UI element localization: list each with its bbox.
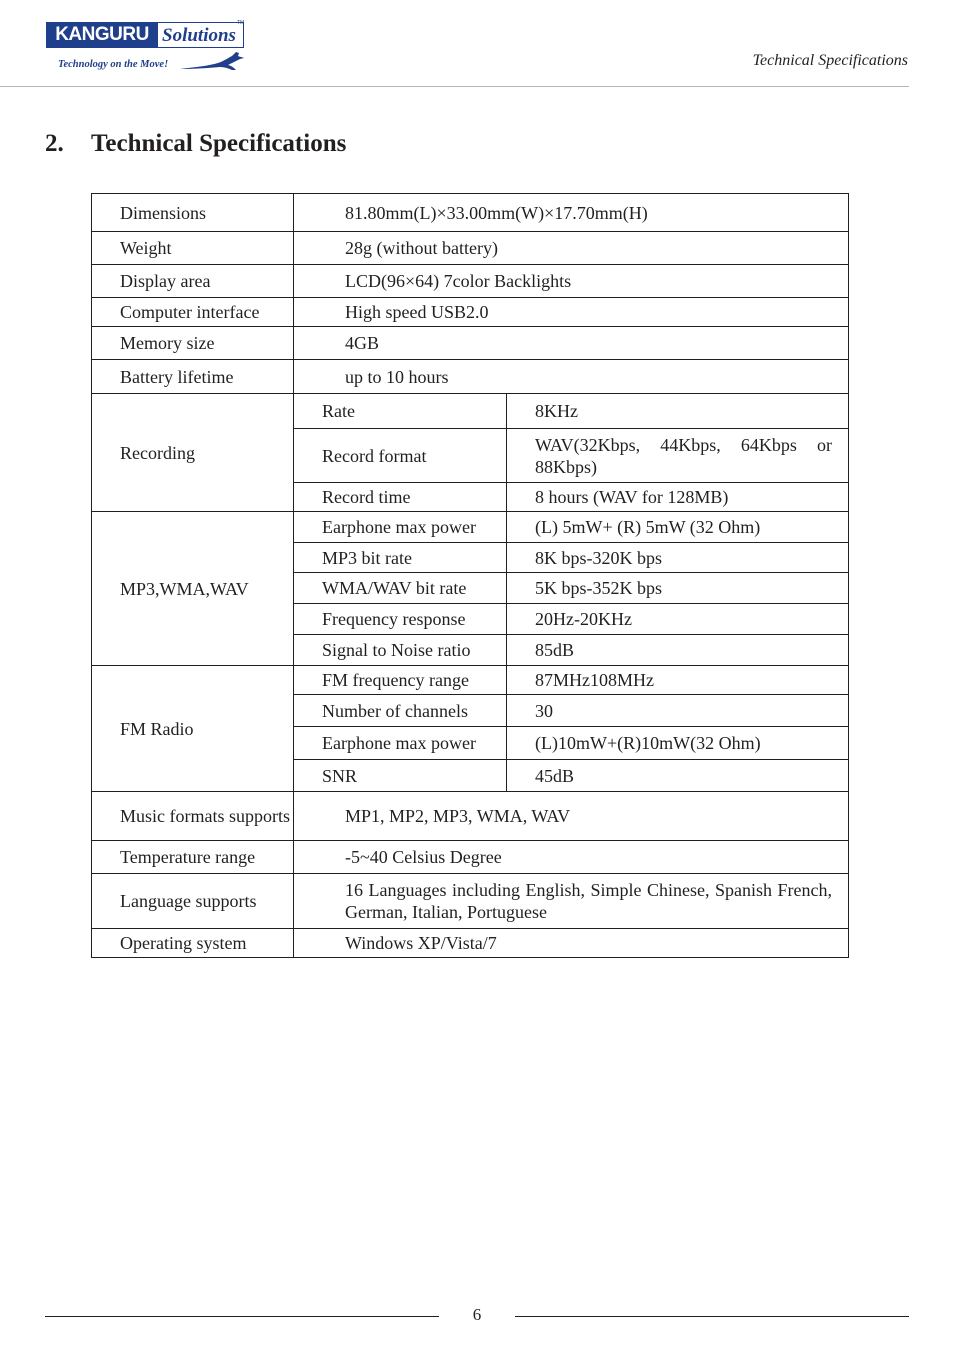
logo-brand: KANGURU <box>46 22 158 48</box>
spec-value: 28g (without battery) <box>294 232 849 265</box>
page-number: 6 <box>472 1305 482 1324</box>
spec-sublabel: Record format <box>294 429 507 483</box>
spec-label: Battery lifetime <box>92 360 294 394</box>
table-row <box>92 512 849 543</box>
spec-label: Dimensions <box>92 194 294 232</box>
spec-label: Music formats supports <box>92 792 294 841</box>
spec-label: Computer interface <box>92 298 294 327</box>
table-row <box>92 194 849 232</box>
logo-trademark: TM <box>237 20 245 26</box>
spec-value: High speed USB2.0 <box>294 298 849 327</box>
kangaroo-icon <box>178 49 248 71</box>
spec-label: Operating system <box>92 929 294 958</box>
spec-value: 81.80mm(L)×33.00mm(W)×17.70mm(H) <box>294 194 849 232</box>
table-row <box>92 841 849 874</box>
spec-value: Windows XP/Vista/7 <box>294 929 849 958</box>
spec-sublabel: Earphone max power <box>294 512 507 543</box>
footer-divider-left <box>45 1316 439 1317</box>
section-title: Technical Specifications <box>91 130 347 157</box>
table-row <box>92 327 849 360</box>
spec-label: Memory size <box>92 327 294 360</box>
kanguru-logo <box>46 22 246 76</box>
spec-label: Display area <box>92 265 294 298</box>
specifications-table <box>91 193 849 958</box>
spec-sublabel: Frequency response <box>294 604 507 635</box>
table-row <box>92 232 849 265</box>
spec-sublabel: Rate <box>294 394 507 429</box>
table-row <box>92 298 849 327</box>
spec-sublabel: FM frequency range <box>294 666 507 695</box>
spec-label: Language supports <box>92 874 294 929</box>
spec-value: (L) 5mW+ (R) 5mW (32 Ohm) <box>507 512 849 543</box>
spec-sublabel: Earphone max power <box>294 727 507 760</box>
spec-label: Temperature range <box>92 841 294 874</box>
footer-divider-right <box>515 1316 909 1317</box>
table-row <box>92 265 849 298</box>
spec-sublabel: Number of channels <box>294 695 507 727</box>
spec-value: WAV(32Kbps, 44Kbps, 64Kbps or 88Kbps) <box>507 429 849 483</box>
spec-value: 8KHz <box>507 394 849 429</box>
running-header-title: Technical Specifications <box>752 52 908 69</box>
spec-value: 45dB <box>507 760 849 792</box>
group-label-fm-radio: FM Radio <box>92 666 294 792</box>
logo-suffix: Solutions <box>162 25 236 46</box>
spec-value: (L)10mW+(R)10mW(32 Ohm) <box>507 727 849 760</box>
spec-value: up to 10 hours <box>294 360 849 394</box>
spec-value: 87MHz108MHz <box>507 666 849 695</box>
spec-sublabel: MP3 bit rate <box>294 543 507 573</box>
table-row <box>92 394 849 429</box>
spec-sublabel: Signal to Noise ratio <box>294 635 507 666</box>
spec-value: 5K bps-352K bps <box>507 573 849 604</box>
spec-sublabel: WMA/WAV bit rate <box>294 573 507 604</box>
spec-value: MP1, MP2, MP3, WMA, WAV <box>294 792 849 841</box>
spec-value: LCD(96×64) 7color Backlights <box>294 265 849 298</box>
group-label-recording: Recording <box>92 394 294 512</box>
spec-value: 16 Languages including English, Simple Chinese, Spanish French, German, Italian, Portuguese <box>294 874 849 929</box>
section-number: 2. <box>45 130 64 157</box>
spec-sublabel: SNR <box>294 760 507 792</box>
spec-value: 8K bps-320K bps <box>507 543 849 573</box>
spec-value: 8 hours (WAV for 128MB) <box>507 483 849 512</box>
spec-value: 4GB <box>294 327 849 360</box>
header-divider <box>0 86 909 87</box>
spec-label: Weight <box>92 232 294 265</box>
spec-sublabel: Record time <box>294 483 507 512</box>
spec-value: 20Hz-20KHz <box>507 604 849 635</box>
group-label-audio: MP3,WMA,WAV <box>92 512 294 666</box>
logo-tagline: Technology on the Move! <box>58 59 169 70</box>
spec-value: -5~40 Celsius Degree <box>294 841 849 874</box>
section-heading <box>45 130 346 158</box>
table-row <box>92 874 849 929</box>
table-row <box>92 792 849 841</box>
table-row <box>92 360 849 394</box>
spec-value: 85dB <box>507 635 849 666</box>
table-row <box>92 929 849 958</box>
table-row <box>92 666 849 695</box>
spec-value: 30 <box>507 695 849 727</box>
